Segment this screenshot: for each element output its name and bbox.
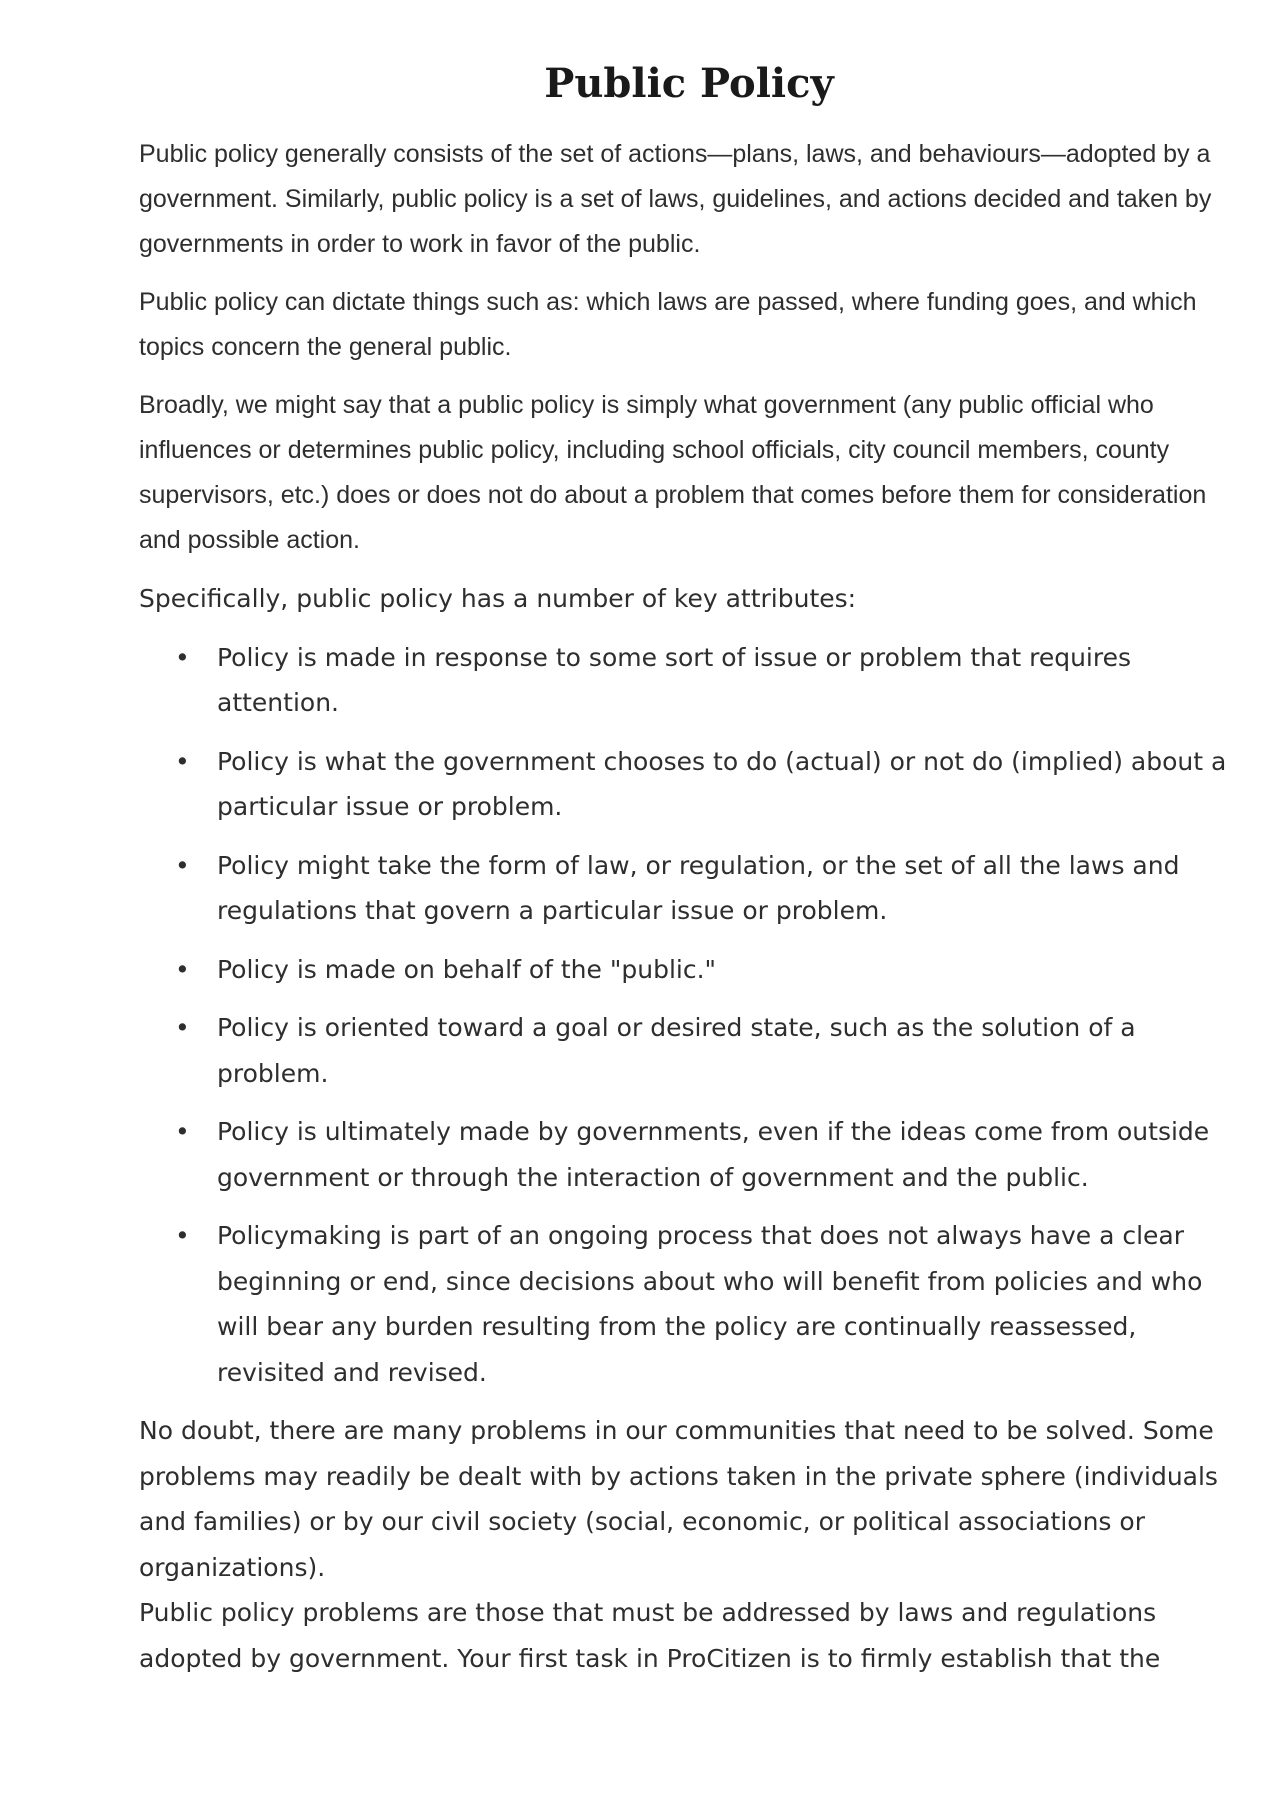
closing-paragraph-1: No doubt, there are many problems in our communities that need to be solved. Some problems may readily be dealt with by actions taken in the private sphere (individuals and families) or by our civil society (social, economic, or political associations or organizations). bbox=[139, 1416, 1218, 1582]
bullet-icon: • bbox=[175, 954, 190, 984]
bullet-icon: • bbox=[175, 850, 190, 880]
list-item-text: Policy is made in response to some sort of issue or problem that requires attention. bbox=[217, 642, 1132, 717]
attributes-intro: Specifically, public policy has a number of key attributes: bbox=[139, 584, 857, 613]
list-item bbox=[139, 635, 1229, 726]
list-item-text: Policy is oriented toward a goal or desired state, such as the solution of a problem. bbox=[217, 1013, 1136, 1088]
list-item bbox=[139, 739, 1229, 830]
bullet-icon: • bbox=[175, 746, 190, 776]
list-item-text: Policymaking is part of an ongoing process that does not always have a clear beginning or end, since decisions about who will benefit from policies and who will bear any burden resulting from the policy are continually reassessed, revisited and revised. bbox=[217, 1221, 1203, 1387]
bullet-icon: • bbox=[175, 642, 190, 672]
bullet-icon: • bbox=[175, 1221, 190, 1250]
list-item bbox=[139, 1213, 1229, 1395]
list-item-text: Policy is what the government chooses to do (actual) or not do (implied) about a particular issue or problem. bbox=[217, 746, 1227, 821]
intro-paragraph-1: Public policy generally consists of the set of actions—plans, laws, and behaviours—adopted by a government. Similarly, public policy is a set of laws, guidelines, and actions decided and taken by governments in order to work in favor of the public. bbox=[139, 140, 1212, 258]
document-page bbox=[139, 52, 1229, 1681]
list-item bbox=[139, 1005, 1229, 1096]
bullet-icon: • bbox=[175, 1117, 190, 1146]
bullet-icon: • bbox=[175, 1013, 190, 1042]
intro-paragraph-3: Broadly, we might say that a public policy is simply what government (any public official who influences or determines public policy, including school officials, city council members, county supervisors, etc.) does or does not do about a problem that comes before them for consideration and possible action. bbox=[139, 391, 1207, 554]
page-title: Public Policy bbox=[544, 60, 834, 107]
list-item-text: Policy is made on behalf of the "public." bbox=[217, 954, 717, 984]
list-item-text: Policy is ultimately made by governments, even if the ideas come from outside government or through the interaction of government and the public. bbox=[217, 1117, 1210, 1192]
list-item-text: Policy might take the form of law, or regulation, or the set of all the laws and regulations that govern a particular issue or problem. bbox=[217, 850, 1180, 925]
intro-paragraph-2: Public policy can dictate things such as: which laws are passed, where funding goes, and which topics concern the general public. bbox=[139, 288, 1197, 361]
list-item bbox=[139, 843, 1229, 934]
list-item bbox=[139, 1109, 1229, 1200]
attributes-list bbox=[139, 635, 1229, 1396]
list-item bbox=[139, 947, 1229, 993]
closing-paragraph-2: Public policy problems are those that must be addressed by laws and regulations adopted by government. Your first task in ProCitizen is to firmly establish that the bbox=[139, 1598, 1161, 1673]
